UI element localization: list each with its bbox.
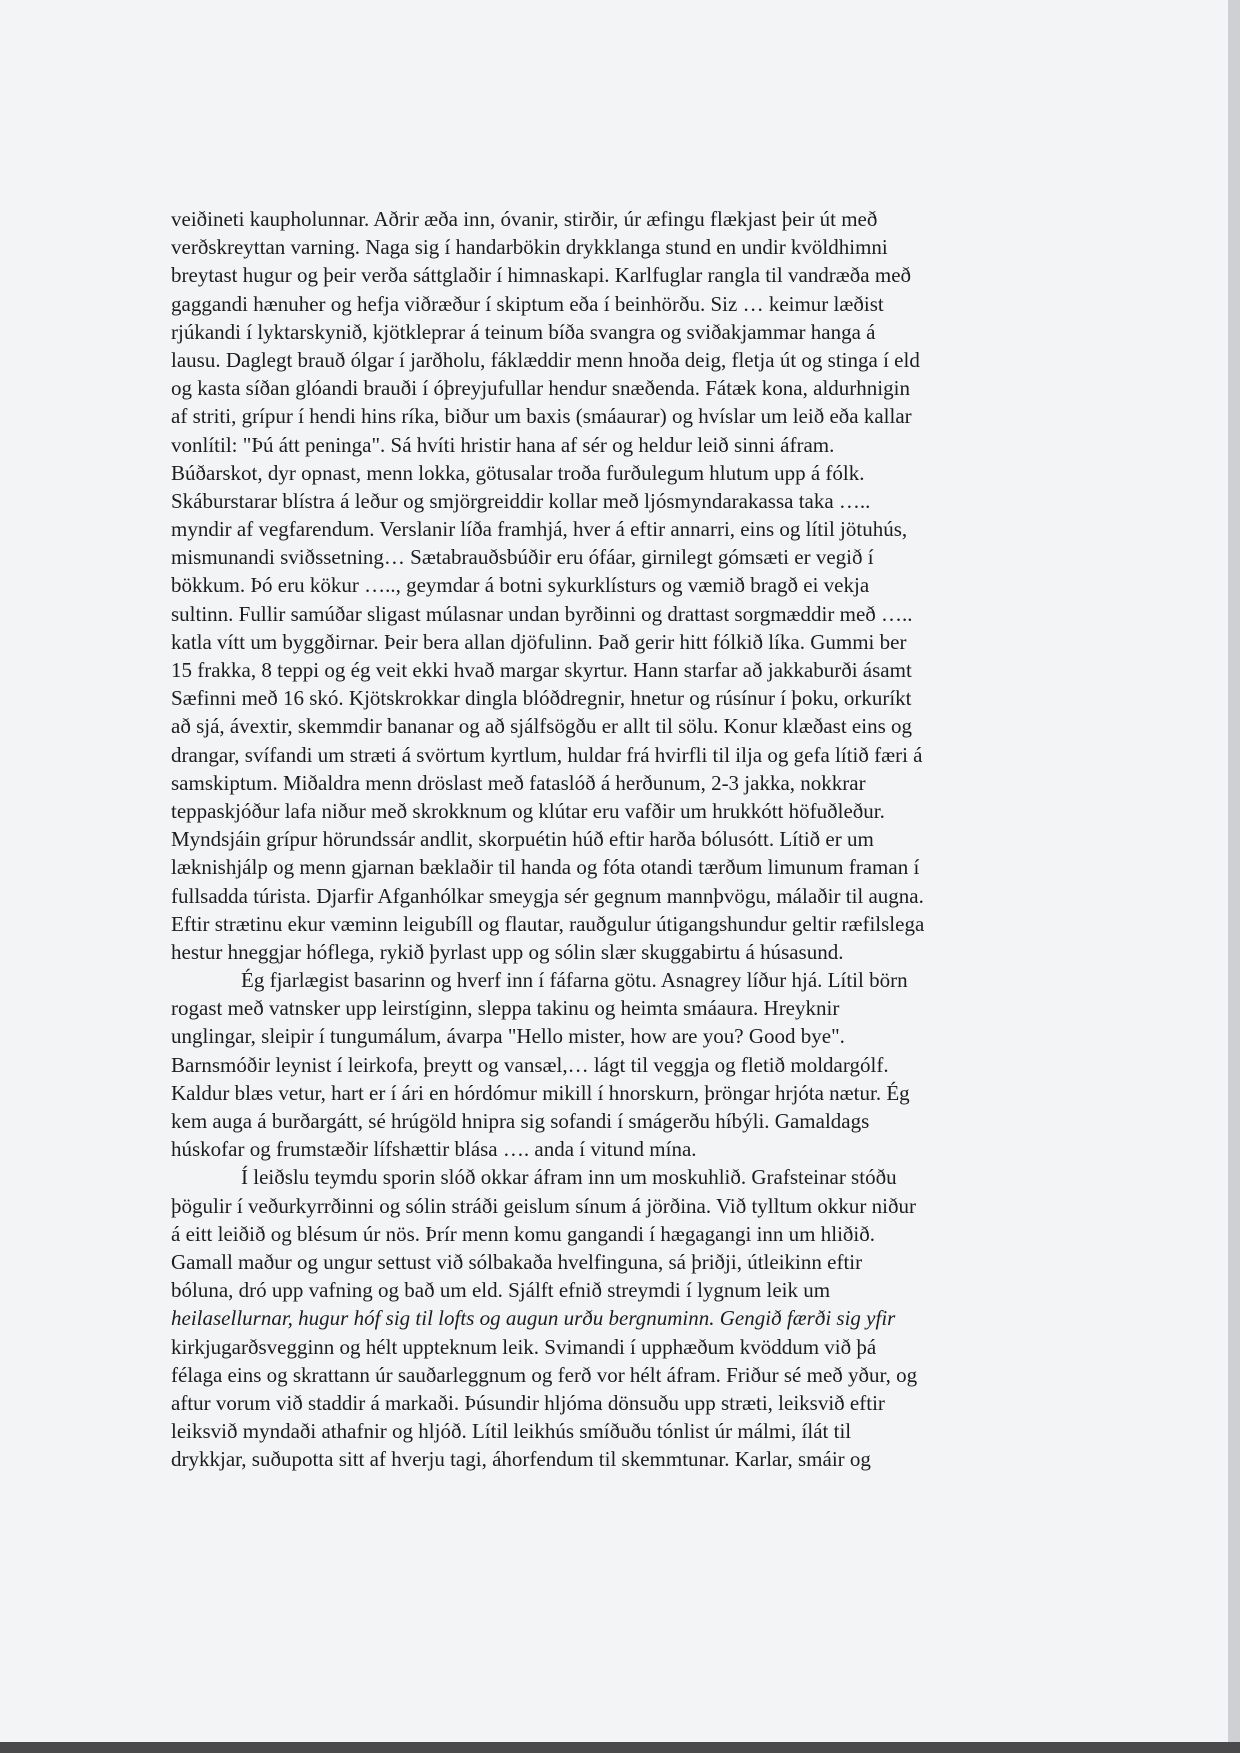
text-line: Eftir strætinu ekur væminn leigubíll og flautar, rauðgulur útigangshundur geltir ræfilslega (171, 911, 925, 936)
text-line: rjúkandi í lyktarskynið, kjötkleprar á teinum bíða svangra og sviðakjammar hanga á (171, 319, 876, 344)
text-line: heilasellurnar, hugur hóf sig til lofts og augun urðu bergnuminn. Gengið færði sig yfir (171, 1306, 896, 1331)
text-line: kem auga á burðargátt, sé hrúgöld hnipra sig sofandi í smágerðu híbýli. Gamaldags (171, 1109, 870, 1133)
text-line: húskofar og frumstæðir lífshættir blása …. anda í vitund mína. (171, 1137, 697, 1162)
text-line: verðskreyttan varning. Naga sig í handarbökin drykklanga stund en undir kvöldhimni (171, 235, 888, 260)
text-line: veiðineti kaupholunnar. Aðrir æða inn, óvanir, stirðir, úr æfingu flækjast þeir út með (171, 207, 878, 231)
text-line: bökkum. Þó eru kökur ….., geymdar á botni sykurklísturs og væmið bragð ei vekja (171, 573, 870, 598)
text-line: drangar, svífandi um stræti á svörtum kyrtlum, huldar frá hvirfli til ilja og gefa lítið færi á (171, 742, 923, 767)
paragraph-start-line: Í leiðslu teymdu sporin slóð okkar áfram inn um moskuhlið. Grafsteinar stóðu (241, 1165, 897, 1190)
text-line: gaggandi hænuher og hefja viðræður í skiptum eða í beinhörðu. Siz … keimur læðist (171, 291, 884, 316)
text-line: rogast með vatnsker upp leirstíginn, sleppa takinu og heimta smáaura. Hreyknir (171, 996, 840, 1021)
text-line: bóluna, dró upp vafning og bað um eld. Sjálft efnið streymdi í lygnum leik um (171, 1278, 831, 1303)
text-line: breytast hugur og þeir verða sáttglaðir í himnaskapi. Karlfuglar rangla til vandræða með (171, 263, 912, 288)
text-line: 15 frakka, 8 teppi og ég veit ekki hvað margar skyrtur. Hann starfar að jakkaburði ásamt (171, 658, 912, 682)
text-line: hestur hneggjar hóflega, rykið þyrlast upp og sólin slær skuggabirtu á húsasund. (171, 939, 844, 964)
text-line: Skáburstarar blístra á leður og smjörgreiddir kollar með ljósmyndarakassa taka ….. (171, 488, 871, 513)
text-line: teppaskjóður lafa niður með skrokknum og klútar eru vafðir um hrukkótt höfuðleður. (171, 798, 885, 823)
text-line: vonlítil: "Þú átt peninga". Sá hvíti hristir hana af sér og heldur leið sinni áfram. (171, 432, 835, 457)
scan-border-right (1228, 0, 1240, 1753)
text-line: Barnsmóðir leynist í leirkofa, þreytt og vansæl,… lágt til veggja og fletið moldargólf. (171, 1052, 889, 1077)
text-line: af striti, grípur í hendi hins ríka, biður um baxis (smáaurar) og hvíslar um leið eða kallar (171, 404, 912, 429)
paragraph-start-line: Ég fjarlægist basarinn og hverf inn í fáfarna götu. Asnagrey líður hjá. Lítil börn (241, 968, 908, 993)
text-line: að sjá, ávextir, skemmdir bananar og að sjálfsögðu er allt til sölu. Konur klæðast eins og (171, 714, 913, 739)
scan-border-bottom (0, 1742, 1240, 1753)
text-line: myndir af vegfarendum. Verslanir líða framhjá, hver á eftir annarri, eins og lítil jötuhús, (171, 517, 908, 542)
text-line: félaga eins og skrattann úr sauðarleggnum og ferð vor hélt áfram. Friður sé með yður, og (171, 1362, 918, 1387)
text-line: Myndsjáin grípur hörundssár andlit, skorpuétin húð eftir harða bólusótt. Lítið er um (171, 827, 874, 852)
text-line: þögulir í veðurkyrrðinni og sólin stráði geislum sínum á jörðina. Við tylltum okkur niður (171, 1193, 916, 1218)
text-line: sultinn. Fullir samúðar sligast múlasnar undan byrðinni og drattast sorgmæddir með ….. (171, 601, 913, 626)
text-line: Sæfinni með 16 skó. Kjötskrokkar dingla blóðdregnir, hnetur og rúsínur í þoku, orkuríkt (171, 686, 912, 711)
text-line: aftur vorum við staddir á markaði. Þúsundir hljóma dönsuðu upp stræti, leiksvið eftir (171, 1390, 885, 1415)
text-line: læknishjálp og menn gjarnan bæklaðir til handa og fóta otandi tærðum limunum framan í (171, 855, 920, 880)
text-line: Kaldur blæs vetur, hart er í ári en hórdómur mikill í hnorskurn, þröngar hrjóta nætur. Ég (171, 1080, 910, 1105)
text-line: mismunandi sviðssetning… Sætabrauðsbúðir eru ófáar, girnilegt gómsæti er vegið í (171, 545, 874, 570)
text-line: og kasta síðan glóandi brauði í óþreyjufullar hendur snæðenda. Fátæk kona, aldurhnigin (171, 376, 910, 401)
text-line: kirkjugarðsvegginn og hélt uppteknum leik. Svimandi í upphæðum kvöddum við þá (171, 1334, 877, 1359)
text-line: fullsadda túrista. Djarfir Afganhólkar smeygja sér gegnum mannþvögu, málaðir til augna. (171, 883, 924, 908)
text-line: Gamall maður og ungur settust við sólbakaða hvelfinguna, sá þriðji, útleikinn eftir (171, 1249, 863, 1274)
text-line: leiksvið myndaði athafnir og hljóð. Lítil leikhús smíðuðu tónlist úr málmi, ílát til (171, 1419, 852, 1444)
text-line: katla vítt um byggðirnar. Þeir bera allan djöfulinn. Það gerir hitt fólkið líka. Gummi ber (171, 629, 907, 654)
text-line: lausu. Daglegt brauð ólgar í jarðholu, fáklæddir menn hnoða deig, fletja út og stinga í eld (171, 347, 920, 372)
text-line: á eitt leiðið og blésum úr nös. Þrír menn komu gangandi í hægagangi inn um hliðið. (171, 1221, 876, 1246)
text-line: drykkjar, suðupotta sitt af hverju tagi, áhorfendum til skemmtunar. Karlar, smáir og (171, 1447, 871, 1472)
body-text (171, 205, 1046, 1473)
text-line: Búðarskot, dyr opnast, menn lokka, götusalar troða furðulegum hlutum upp á fólk. (171, 460, 865, 485)
text-line: unglingar, sleipir í tungumálum, ávarpa "Hello mister, how are you? Good bye". (171, 1024, 845, 1049)
text-line: samskiptum. Miðaldra menn dröslast með fataslóð á herðunum, 2-3 jakka, nokkrar (171, 770, 866, 795)
